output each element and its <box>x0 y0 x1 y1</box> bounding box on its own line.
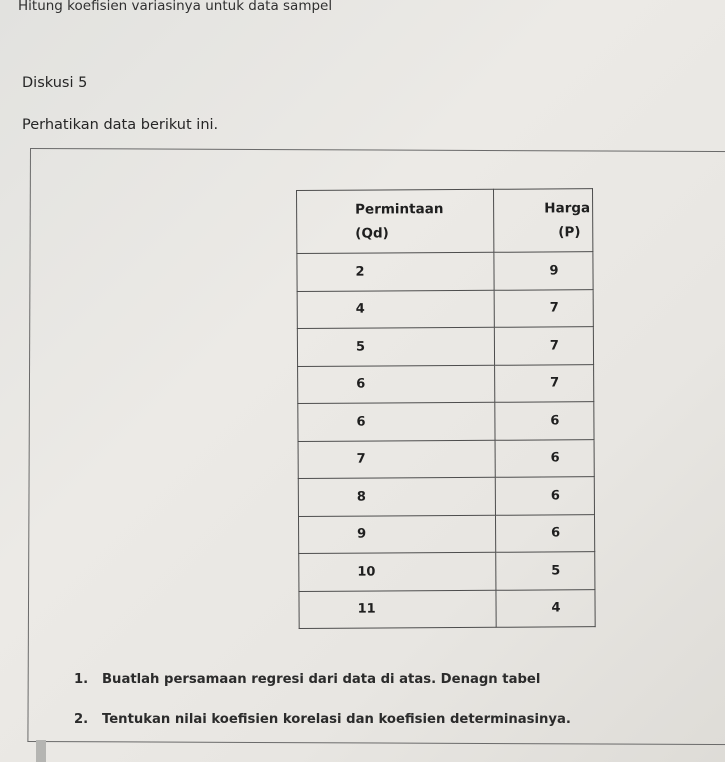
table-row <box>297 327 593 366</box>
cell-p: 9 <box>494 252 593 290</box>
header-permintaan <box>297 189 494 253</box>
cell-qd: 6 <box>298 365 495 404</box>
table-row <box>297 289 593 328</box>
question-number: 1. <box>74 672 89 687</box>
cell-qd: 5 <box>297 327 494 366</box>
cell-qd: 8 <box>298 477 495 516</box>
header-permintaan-label: Permintaan <box>355 201 444 218</box>
table-row <box>299 589 595 628</box>
table-row <box>298 477 594 516</box>
question-item <box>74 672 571 712</box>
table-row <box>298 514 594 553</box>
question-list <box>74 672 571 752</box>
previous-question-text: Hitung koefisien variasinya untuk data sampel <box>18 0 333 14</box>
header-permintaan-symbol: (Qd) <box>355 225 389 242</box>
cell-p: 7 <box>494 289 593 327</box>
cell-qd: 4 <box>297 290 494 329</box>
cell-p: 7 <box>495 364 594 402</box>
table-row <box>298 364 594 403</box>
cell-qd: 2 <box>297 252 494 291</box>
cell-p: 6 <box>495 514 594 552</box>
cell-qd: 11 <box>299 590 496 629</box>
header-harga-label: Harga <box>544 200 591 217</box>
header-harga <box>493 189 592 253</box>
intro-text: Perhatikan data berikut ini. <box>22 117 219 133</box>
question-text: Buatlah persamaan regresi dari data di atas. Denagn tabel <box>102 672 541 687</box>
header-harga-symbol: (P) <box>558 224 581 241</box>
table-row <box>298 402 594 441</box>
cell-p: 6 <box>495 439 594 477</box>
discussion-heading: Diskusi 5 <box>22 75 88 91</box>
table-row <box>298 439 594 478</box>
cell-qd: 9 <box>298 515 495 554</box>
cell-qd: 7 <box>298 440 495 479</box>
cell-p: 4 <box>496 589 595 627</box>
question-item <box>74 712 571 752</box>
cell-p: 6 <box>495 477 594 515</box>
data-table <box>296 188 596 629</box>
page-edge-mark <box>36 740 46 762</box>
table-header-row <box>297 189 593 254</box>
question-text: Tentukan nilai koefisien korelasi dan koefisien determinasinya. <box>102 712 571 727</box>
table-row <box>299 552 595 591</box>
table-row <box>297 252 593 291</box>
cell-qd: 6 <box>298 402 495 441</box>
question-number: 2. <box>74 712 89 727</box>
cell-qd: 10 <box>299 552 496 591</box>
cell-p: 5 <box>496 552 595 590</box>
cell-p: 6 <box>495 402 594 440</box>
cell-p: 7 <box>494 327 593 365</box>
